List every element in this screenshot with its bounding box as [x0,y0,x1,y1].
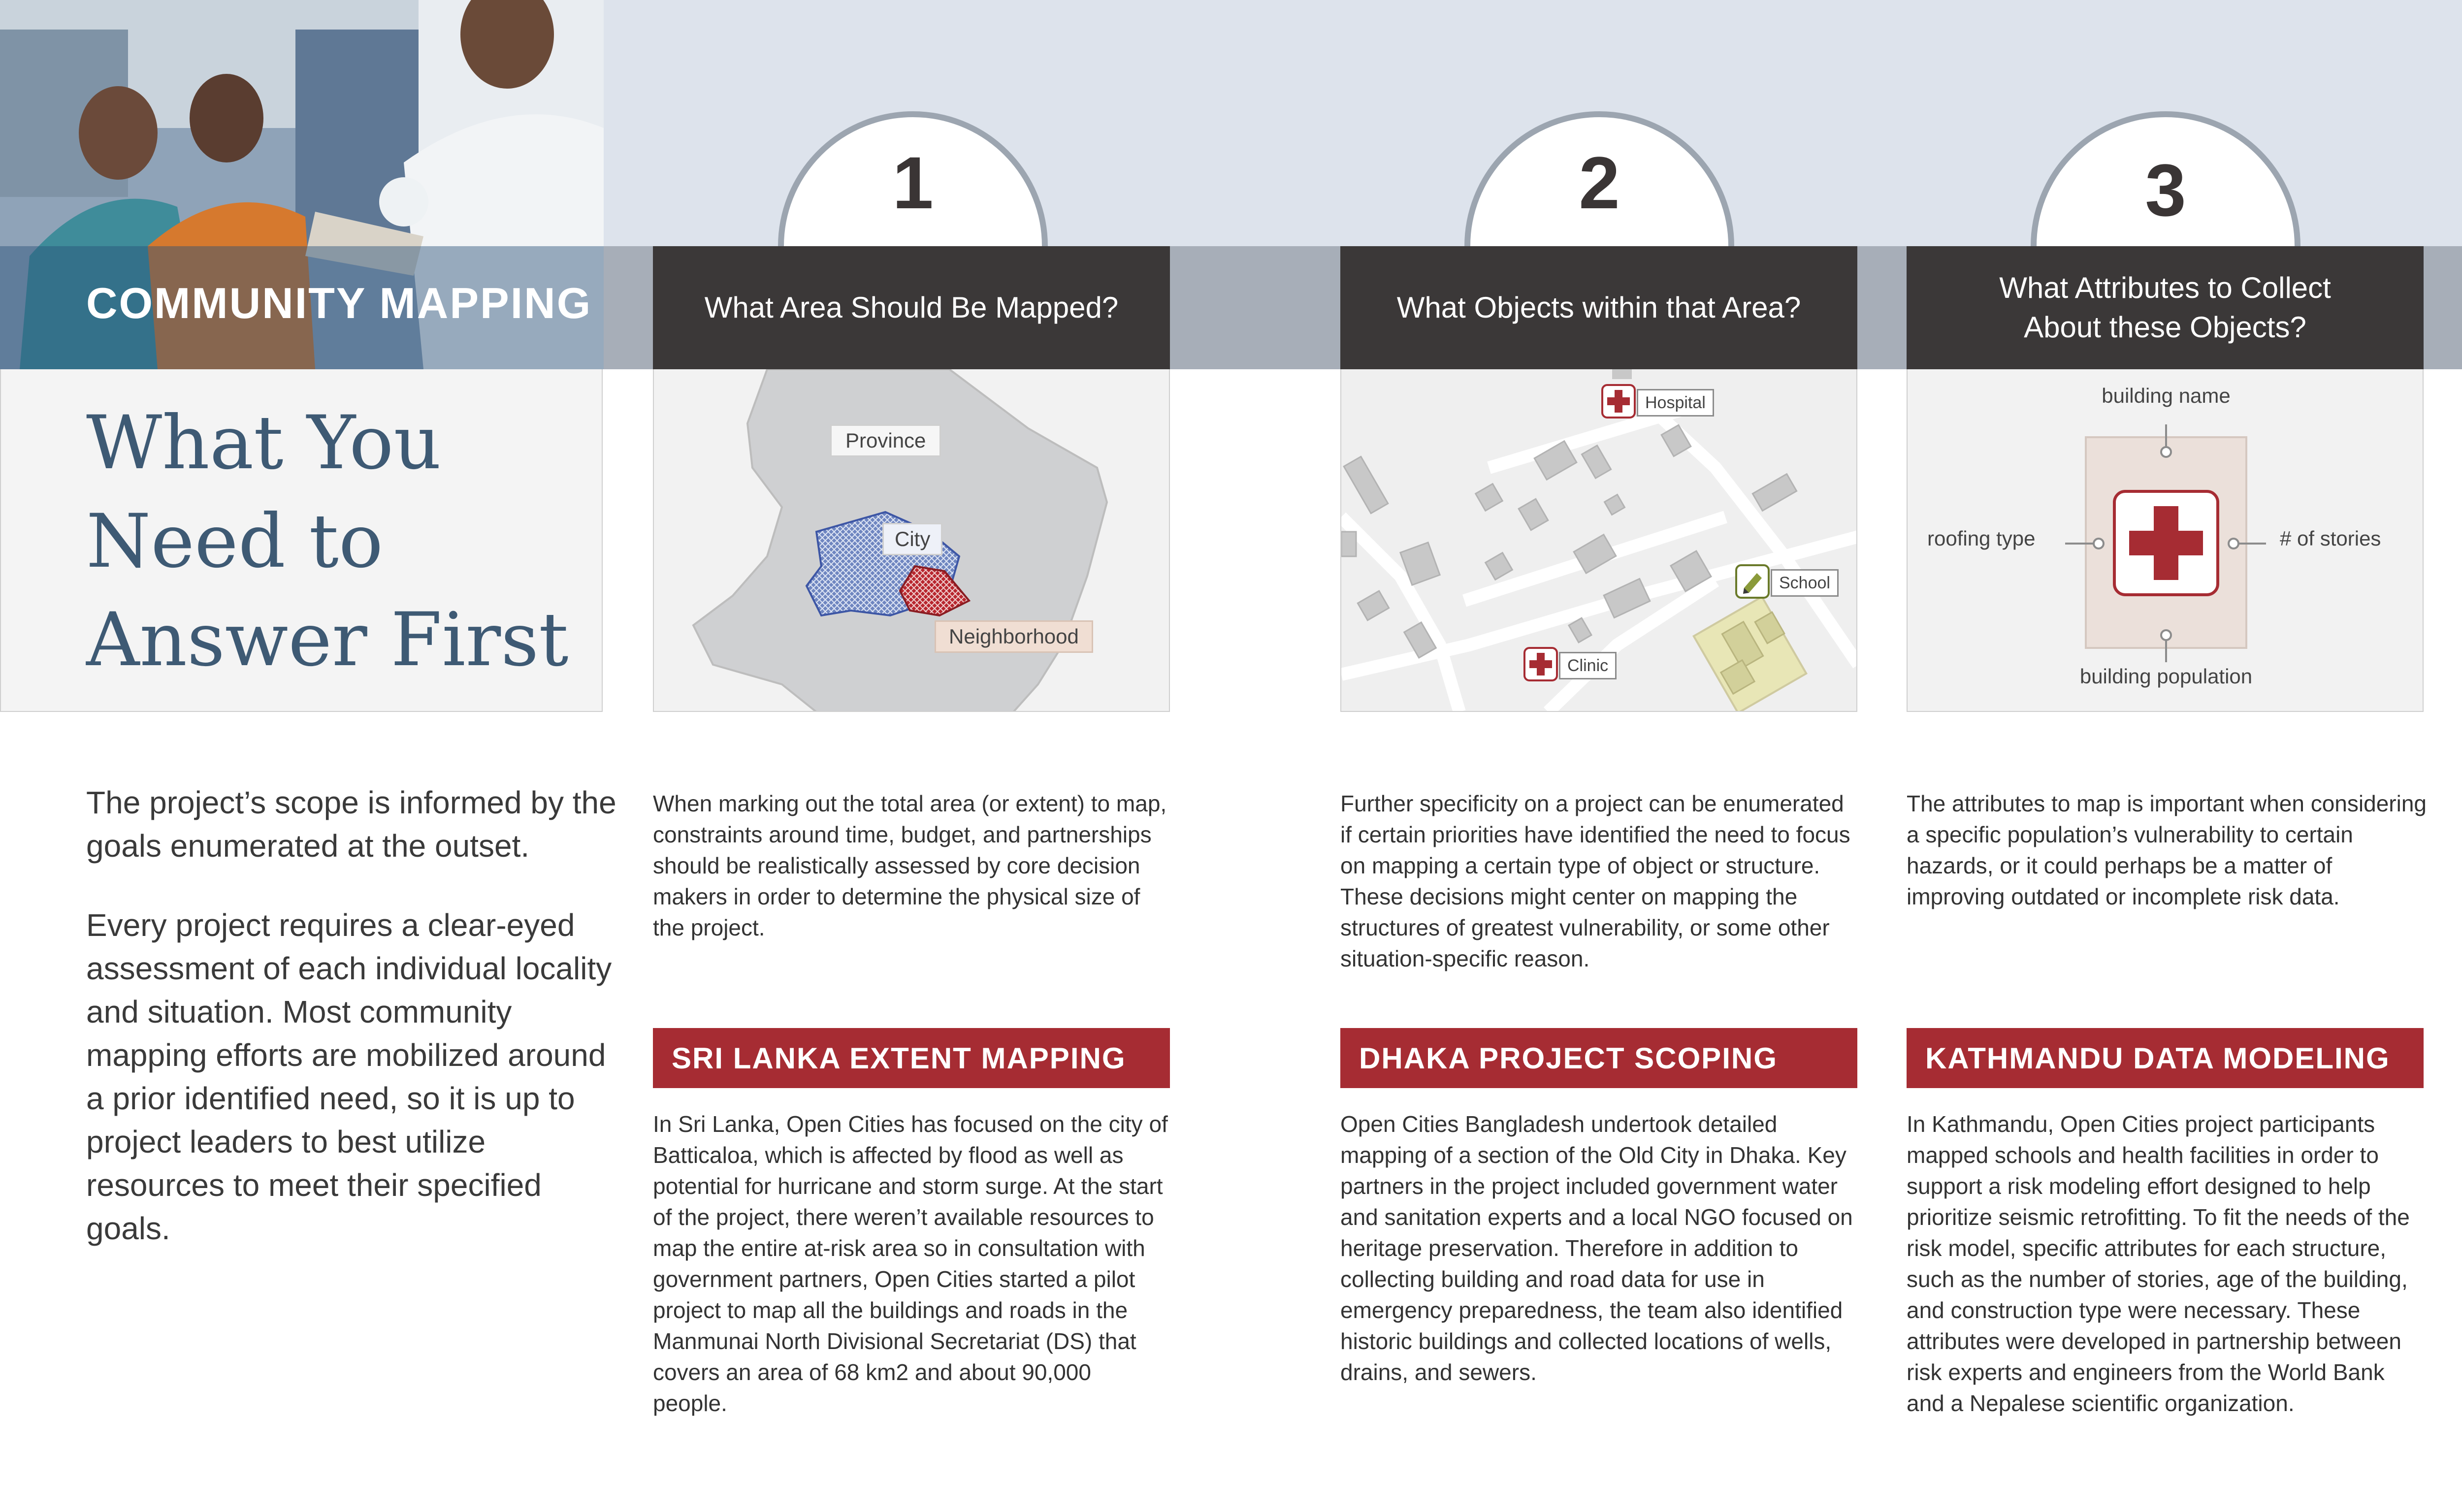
province-label: Province [830,424,941,457]
question-3-line: What Attributes to Collect [1999,271,2331,304]
page-title [86,394,568,689]
column-2-description: Further specificity on a project can be enumerated if certain priorities have identified the need to focus on mapping a certain type of object or structure. These decisions might center on mapping the structures of greatest vulnerability, or some other situation-specific reason. [1340,791,1850,971]
area-map [653,369,1170,712]
case-2-title: DHAKA PROJECT SCOPING [1359,1041,1778,1075]
school-label: School [1771,569,1839,597]
page-title-line: Answer First [86,597,569,683]
page-title-line: What You [86,400,442,486]
question-1-header [653,246,1170,369]
question-3-text [1999,268,2331,347]
attributes-diagram [1907,369,2424,712]
hospital-marker-icon [1601,384,1636,418]
neighborhood-label: Neighborhood [935,620,1093,653]
question-2-header [1340,246,1857,369]
question-3-line: About these Objects? [2024,311,2306,344]
page-title-line: Need to [86,499,384,584]
case-3-text: In Kathmandu, Open Cities project participants mapped schools and health facilities in order to support a risk modeling effort designed to help prioritize seismic retrofitting. To fit the needs of the risk model, specific attributes for each structure, such as the number of stories, age of the building, and construction type were necessary. These attributes were developed in partnership between risk experts and engineers from the World Bank and a Nepalese scientific organization. [1907,1111,2410,1416]
question-1-text: What Area Should Be Mapped? [704,291,1119,324]
clinic-label: Clinic [1559,652,1617,679]
case-1-title: SRI LANKA EXTENT MAPPING [672,1041,1126,1075]
attribute-stories: # of stories [2280,527,2381,550]
intro-body: Every project requires a clear-eyed assessment of each individual locality and situation. Most community mapping efforts are mobilized around a prior identified need, so it is up to project leaders to best utilize resources to meet their specified goals. [86,907,612,1246]
city-label: City [882,523,942,555]
attribute-building-name: building name [2102,384,2231,407]
case-1-header [653,1028,1170,1088]
objects-map [1340,369,1857,712]
school-marker-icon [1735,564,1770,599]
section-title: COMMUNITY MAPPING [86,279,592,327]
case-3-header [1907,1028,2424,1088]
question-3-header [1907,246,2424,369]
question-2-text: What Objects within that Area? [1396,291,1801,324]
intro-lead: The project’s scope is informed by the goals enumerated at the outset. [86,785,616,864]
case-2-text: Open Cities Bangladesh undertook detailed mapping of a section of the Old City in Dhaka. Key partners in the project included government water and sanitation experts and a local NGO focused on heritage preservation. Therefore in addition to collecting building and road data for use in emergency preparedness, the team also identified historic buildings and collected locations of wells, drains, and sewers. [1340,1111,1853,1385]
case-2-header [1340,1028,1857,1088]
step-3-number: 3 [2145,149,2186,231]
step-2-number: 2 [1579,141,1620,224]
attribute-building-population: building population [2079,665,2253,688]
case-1-text: In Sri Lanka, Open Cities has focused on the city of Batticaloa, which is affected by flood as well as potential for hurricane and storm surge. At the start of the project, there weren’t available resources to map the entire at-risk area so in consultation with government partners, Open Cities started a pilot project to map all the buildings and roads in the Manmunai North Divisional Secretariat (DS) that covers an area of 68 km2 and about 90,000 people. [653,1111,1168,1416]
column-3-description: The attributes to map is important when considering a specific population’s vulnerability to certain hazards, or it could perhaps be a matter of improving outdated or incomplete risk data. [1907,791,2427,909]
hospital-label: Hospital [1637,389,1714,417]
attribute-roofing-type: roofing type [1927,527,2036,550]
column-1-description: When marking out the total area (or extent) to map, constraints around time, budget, and partnerships should be realistically assessed by core decision makers in order to determine the physical size of the project. [653,791,1167,940]
clinic-marker-icon [1523,647,1558,681]
case-3-title: KATHMANDU DATA MODELING [1925,1041,2390,1075]
step-1-number: 1 [892,141,934,224]
